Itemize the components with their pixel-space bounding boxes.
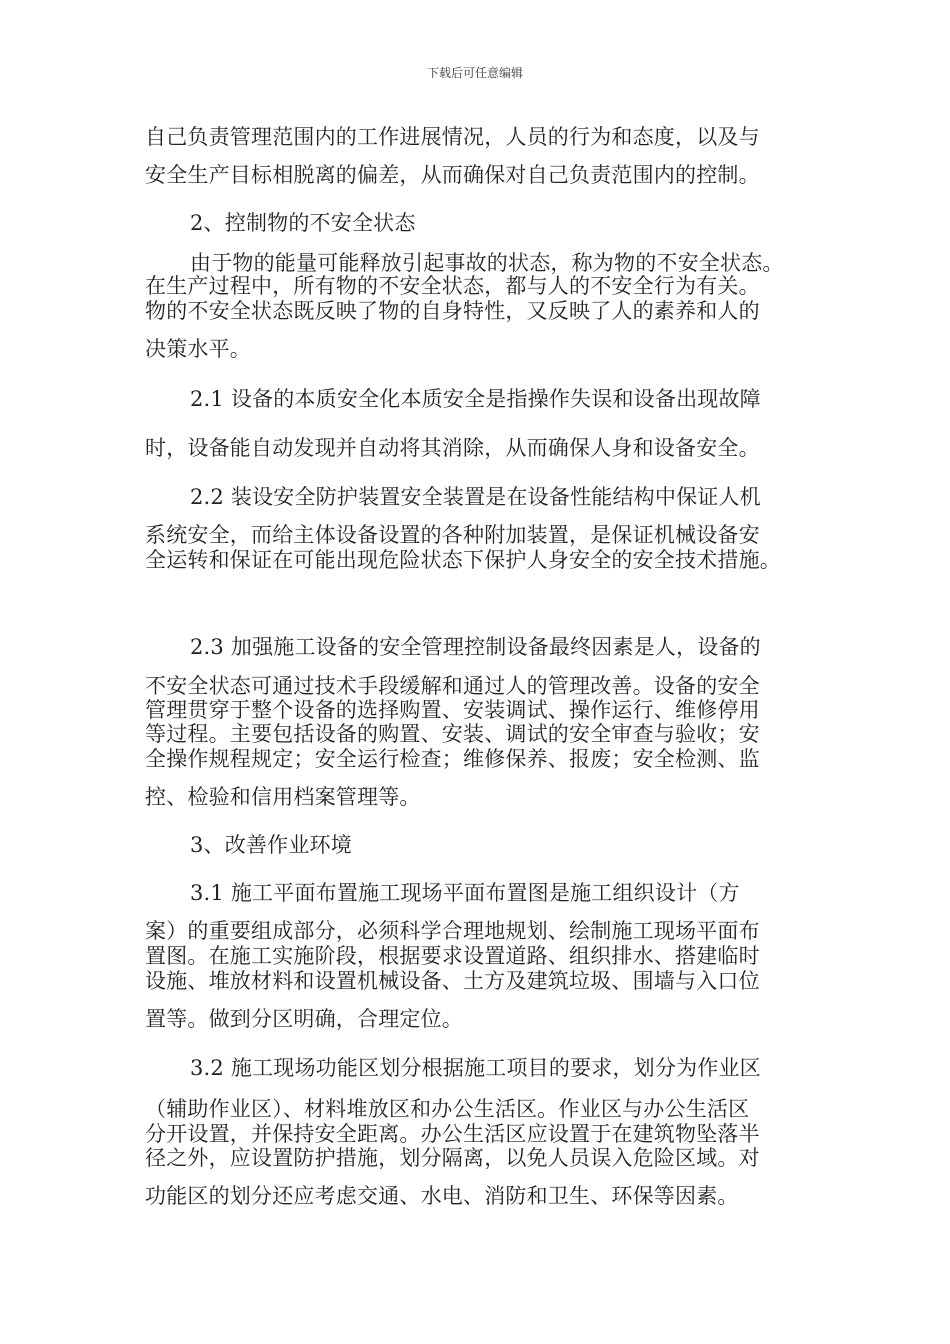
paragraph-line: 自己负责管理范围内的工作进展情况，人员的行为和态度，以及与: [145, 125, 760, 149]
paragraph-line: 不安全状态可通过技术手段缓解和通过人的管理改善。设备的安全: [145, 674, 760, 698]
section-heading: 2、控制物的不安全状态: [190, 211, 416, 235]
subsection-line: 2.3 加强施工设备的安全管理控制设备最终因素是人，设备的: [190, 635, 761, 659]
paragraph-line: 全运转和保证在可能出现危险状态下保护人身安全的安全技术措施。: [145, 548, 781, 572]
paragraph-line: 控、检验和信用档案管理等。: [145, 785, 421, 809]
paragraph-line: 时，设备能自动发现并自动将其消除，从而确保人身和设备安全。: [145, 436, 760, 460]
paragraph-line: 由于物的能量可能释放引起事故的状态，称为物的不安全状态。: [190, 251, 784, 275]
paragraph-line: （辅助作业区）、材料堆放区和办公生活区。作业区与办公生活区: [145, 1097, 750, 1121]
paragraph-line: 功能区的划分还应考虑交通、水电、消防和卫生、环保等因素。: [145, 1184, 739, 1208]
paragraph-line: 分开设置，并保持安全距离。办公生活区应设置于在建筑物坠落半: [145, 1122, 760, 1146]
subsection-line: 2.2 装设安全防护装置安全装置是在设备性能结构中保证人机: [190, 485, 761, 509]
paragraph-line: 置等。做到分区明确，合理定位。: [145, 1007, 463, 1031]
paragraph-line: 全操作规程规定；安全运行检查；维修保养、报废；安全检测、监: [145, 747, 760, 771]
paragraph-line: 置图。在施工实施阶段，根据要求设置道路、组织排水、搭建临时: [145, 944, 760, 968]
paragraph-line: 决策水平。: [145, 337, 251, 361]
section-heading: 3、改善作业环境: [190, 833, 352, 857]
paragraph-line: 安全生产目标相脱离的偏差，从而确保对自己负责范围内的控制。: [145, 163, 760, 187]
subsection-line: 2.1 设备的本质安全化本质安全是指操作失误和设备出现故障: [190, 387, 761, 411]
paragraph-line: 管理贯穿于整个设备的选择购置、安装调试、操作运行、维修停用: [145, 698, 760, 722]
subsection-line: 3.1 施工平面布置施工现场平面布置图是施工组织设计（方: [190, 881, 740, 905]
subsection-line: 3.2 施工现场功能区划分根据施工项目的要求，划分为作业区: [190, 1056, 761, 1080]
paragraph-line: 系统安全，而给主体设备设置的各种附加装置，是保证机械设备安: [145, 523, 760, 547]
paragraph-line: 径之外，应设置防护措施，划分隔离，以免人员误入危险区域。对: [145, 1146, 760, 1170]
paragraph-line: 设施、堆放材料和设置机械设备、土方及建筑垃圾、围墙与入口位: [145, 969, 760, 993]
paragraph-line: 案）的重要组成部分，必须科学合理地规划、绘制施工现场平面布: [145, 919, 760, 943]
paragraph-line: 物的不安全状态既反映了物的自身特性，又反映了人的素养和人的: [145, 299, 760, 323]
page-header: 下载后可任意编辑: [426, 66, 523, 80]
paragraph-line: 在生产过程中，所有物的不安全状态，都与人的不安全行为有关。: [145, 274, 760, 298]
paragraph-line: 等过程。主要包括设备的购置、安装、调试的安全审查与验收；安: [145, 722, 760, 746]
